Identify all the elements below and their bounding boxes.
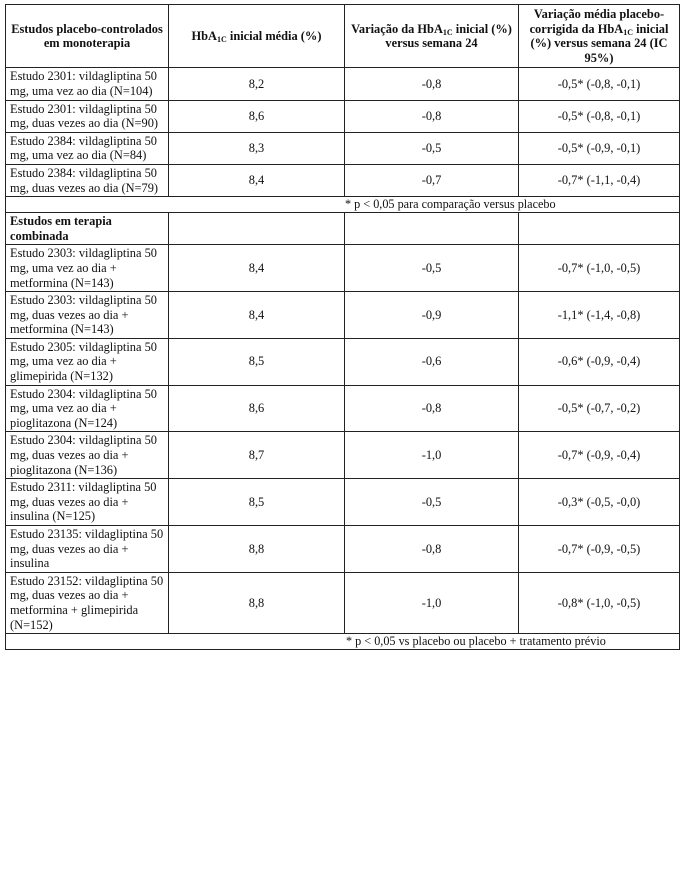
header-study-text: Estudos placebo-controlados em monoterapia bbox=[11, 21, 163, 51]
change-cell: -0,8 bbox=[345, 68, 519, 100]
change-cell: -0,6 bbox=[345, 338, 519, 385]
change-cell: -0,5 bbox=[345, 479, 519, 526]
table-row bbox=[6, 385, 680, 432]
change-cell: -0,8 bbox=[345, 385, 519, 432]
change-cell: -0,5 bbox=[345, 132, 519, 164]
corrected-cell: -0,5* (-0,8, -0,1) bbox=[519, 100, 680, 132]
table-row bbox=[6, 164, 680, 196]
efficacy-table bbox=[5, 4, 680, 650]
corrected-cell: -0,7* (-1,0, -0,5) bbox=[519, 245, 680, 292]
baseline-cell: 8,4 bbox=[169, 245, 345, 292]
change-cell: -0,7 bbox=[345, 164, 519, 196]
baseline-cell: 8,6 bbox=[169, 385, 345, 432]
section-title: Estudos em terapia combinada bbox=[6, 213, 169, 245]
corrected-cell: -0,3* (-0,5, -0,0) bbox=[519, 479, 680, 526]
table-row bbox=[6, 292, 680, 339]
header-baseline-prefix: HbA bbox=[191, 28, 218, 43]
baseline-cell: 8,8 bbox=[169, 526, 345, 573]
baseline-cell: 8,5 bbox=[169, 479, 345, 526]
change-cell: -0,5 bbox=[345, 245, 519, 292]
table-row bbox=[6, 132, 680, 164]
baseline-cell: 8,6 bbox=[169, 100, 345, 132]
study-cell: Estudo 2384: vildagliptina 50 mg, duas vezes ao dia (N=79) bbox=[6, 164, 169, 196]
table-row bbox=[6, 338, 680, 385]
study-cell: Estudo 2303: vildagliptina 50 mg, duas vezes ao dia + metformina (N=143) bbox=[6, 292, 169, 339]
corrected-cell: -1,1* (-1,4, -0,8) bbox=[519, 292, 680, 339]
corrected-cell: -0,7* (-0,9, -0,5) bbox=[519, 526, 680, 573]
baseline-cell: 8,4 bbox=[169, 292, 345, 339]
monotherapy-footnote: * p < 0,05 para comparação versus placebo bbox=[6, 197, 680, 213]
baseline-cell: 8,8 bbox=[169, 572, 345, 633]
header-corrected-prefix: Variação média placebo-corrigida da HbA bbox=[529, 7, 665, 36]
baseline-cell: 8,7 bbox=[169, 432, 345, 479]
header-study bbox=[6, 5, 169, 68]
combination-footnote: * p < 0,05 vs placebo ou placebo + tratamento prévio bbox=[6, 634, 680, 650]
table-row bbox=[6, 100, 680, 132]
change-cell: -1,0 bbox=[345, 572, 519, 633]
corrected-cell: -0,5* (-0,8, -0,1) bbox=[519, 68, 680, 100]
baseline-cell: 8,3 bbox=[169, 132, 345, 164]
table-row bbox=[6, 479, 680, 526]
empty-cell bbox=[519, 213, 680, 245]
footnote-row bbox=[6, 634, 680, 650]
corrected-cell: -0,6* (-0,9, -0,4) bbox=[519, 338, 680, 385]
section-row bbox=[6, 213, 680, 245]
study-cell: Estudo 2301: vildagliptina 50 mg, duas vezes ao dia (N=90) bbox=[6, 100, 169, 132]
baseline-cell: 8,4 bbox=[169, 164, 345, 196]
table-row bbox=[6, 245, 680, 292]
study-cell: Estudo 2303: vildagliptina 50 mg, uma vez ao dia + metformina (N=143) bbox=[6, 245, 169, 292]
corrected-cell: -0,7* (-1,1, -0,4) bbox=[519, 164, 680, 196]
change-cell: -0,8 bbox=[345, 526, 519, 573]
empty-cell bbox=[345, 213, 519, 245]
header-change-suffix: inicial (%) versus semana 24 bbox=[385, 21, 512, 51]
header-corrected-suffix: inicial (%) versus semana 24 (IC 95%) bbox=[530, 21, 669, 65]
change-cell: -0,9 bbox=[345, 292, 519, 339]
study-cell: Estudo 2311: vildagliptina 50 mg, duas vezes ao dia + insulina (N=125) bbox=[6, 479, 169, 526]
change-cell: -1,0 bbox=[345, 432, 519, 479]
change-cell: -0,8 bbox=[345, 100, 519, 132]
table-row bbox=[6, 526, 680, 573]
corrected-cell: -0,5* (-0,7, -0,2) bbox=[519, 385, 680, 432]
header-baseline-suffix: inicial média (%) bbox=[226, 28, 322, 43]
corrected-cell: -0,8* (-1,0, -0,5) bbox=[519, 572, 680, 633]
study-cell: Estudo 2305: vildagliptina 50 mg, uma vez ao dia + glimepirida (N=132) bbox=[6, 338, 169, 385]
header-row bbox=[6, 5, 680, 68]
header-baseline-sub: 1C bbox=[217, 34, 227, 44]
header-corrected-sub: 1C bbox=[623, 27, 633, 37]
study-cell: Estudo 2304: vildagliptina 50 mg, duas vezes ao dia + pioglitazona (N=136) bbox=[6, 432, 169, 479]
header-corrected bbox=[519, 5, 680, 68]
baseline-cell: 8,5 bbox=[169, 338, 345, 385]
corrected-cell: -0,7* (-0,9, -0,4) bbox=[519, 432, 680, 479]
header-change-sub: 1C bbox=[442, 27, 453, 37]
header-change bbox=[345, 5, 519, 68]
footnote-row bbox=[6, 197, 680, 213]
table-row bbox=[6, 68, 680, 100]
study-cell: Estudo 2304: vildagliptina 50 mg, uma vez ao dia + pioglitazona (N=124) bbox=[6, 385, 169, 432]
table-row bbox=[6, 572, 680, 633]
corrected-cell: -0,5* (-0,9, -0,1) bbox=[519, 132, 680, 164]
header-change-prefix: Variação da HbA bbox=[351, 21, 443, 36]
baseline-cell: 8,2 bbox=[169, 68, 345, 100]
study-cell: Estudo 2301: vildagliptina 50 mg, uma vez ao dia (N=104) bbox=[6, 68, 169, 100]
study-cell: Estudo 23152: vildagliptina 50 mg, duas vezes ao dia + metformina + glimepirida (N=152) bbox=[6, 572, 169, 633]
study-cell: Estudo 2384: vildagliptina 50 mg, uma vez ao dia (N=84) bbox=[6, 132, 169, 164]
table-row bbox=[6, 432, 680, 479]
header-baseline bbox=[169, 5, 345, 68]
study-cell: Estudo 23135: vildagliptina 50 mg, duas vezes ao dia + insulina bbox=[6, 526, 169, 573]
empty-cell bbox=[169, 213, 345, 245]
